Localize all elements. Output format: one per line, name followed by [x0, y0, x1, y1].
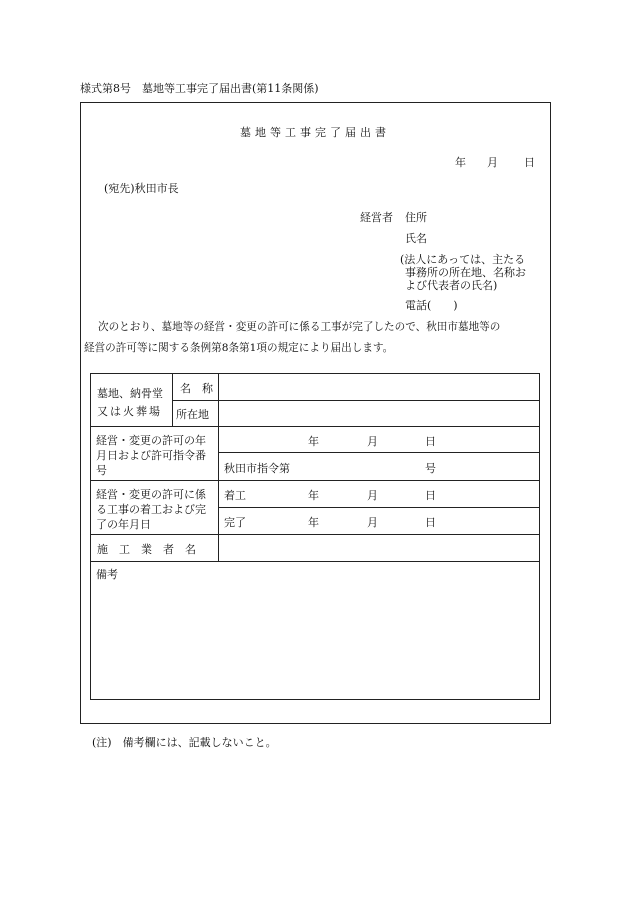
table-rule	[172, 373, 173, 426]
phone-label: 電話( )	[405, 299, 458, 312]
permit-number-suffix: 号	[425, 462, 436, 475]
corporate-note-line-3: よび代表者の氏名)	[405, 279, 498, 292]
applicant-role-label: 経営者	[360, 211, 393, 224]
start-year-label: 年	[308, 489, 319, 502]
permit-day-label: 日	[425, 435, 436, 448]
work-label-line-3: 了の年月日	[96, 518, 151, 531]
table-rule	[90, 426, 540, 427]
address-label: 住所	[405, 211, 427, 224]
work-label-line-1: 経営・変更の許可に係	[96, 488, 206, 501]
start-label: 着工	[224, 489, 246, 502]
facility-name-label: 名 称	[180, 382, 213, 395]
corporate-note-line-1: (法人にあっては、主たる	[400, 253, 526, 266]
date-month-label: 月	[487, 156, 498, 169]
table-rule	[218, 373, 219, 561]
details-table	[90, 373, 540, 700]
date-year-label: 年	[455, 156, 466, 169]
table-rule	[90, 480, 540, 481]
body-text-line-2: 経営の許可等に関する条例第8条第1項の規定により届出します。	[84, 342, 394, 354]
start-month-label: 月	[367, 489, 378, 502]
footnote: (注) 備考欄には、記載しないこと。	[92, 736, 277, 749]
end-month-label: 月	[367, 516, 378, 529]
date-day-label: 日	[524, 156, 535, 169]
permit-year-label: 年	[308, 435, 319, 448]
table-rule	[218, 507, 540, 508]
table-rule	[218, 452, 540, 453]
end-label: 完了	[224, 516, 246, 529]
start-day-label: 日	[425, 489, 436, 502]
form-title: 墓地等工事完了届出書	[240, 126, 390, 139]
table-rule	[90, 561, 540, 562]
permit-label-line-2: 月日および許可指令番	[96, 449, 206, 462]
name-label: 氏名	[405, 232, 427, 245]
form-number-heading: 様式第8号 墓地等工事完了届出書(第11条関係)	[80, 82, 319, 95]
contractor-label: 施 工 業 者 名	[97, 543, 196, 556]
body-text-line-1: 次のとおり、墓地等の経営・変更の許可に係る工事が完了したので、秋田市墓地等の	[98, 321, 501, 333]
end-day-label: 日	[425, 516, 436, 529]
facility-label-line-2: 又は火葬場	[97, 405, 162, 418]
table-rule	[172, 400, 540, 401]
facility-label-line-1: 墓地、納骨堂	[97, 387, 163, 400]
remarks-label: 備考	[96, 568, 118, 581]
table-rule	[90, 534, 540, 535]
corporate-note-line-2: 事務所の所在地、名称お	[405, 266, 526, 279]
end-year-label: 年	[308, 516, 319, 529]
permit-number-prefix: 秋田市指令第	[224, 462, 290, 475]
facility-location-label: 所在地	[176, 408, 209, 421]
permit-label-line-3: 号	[96, 464, 107, 477]
work-label-line-2: る工事の着工および完	[96, 503, 206, 516]
addressee: (宛先)秋田市長	[104, 182, 179, 195]
permit-month-label: 月	[367, 435, 378, 448]
permit-label-line-1: 経営・変更の許可の年	[96, 434, 206, 447]
